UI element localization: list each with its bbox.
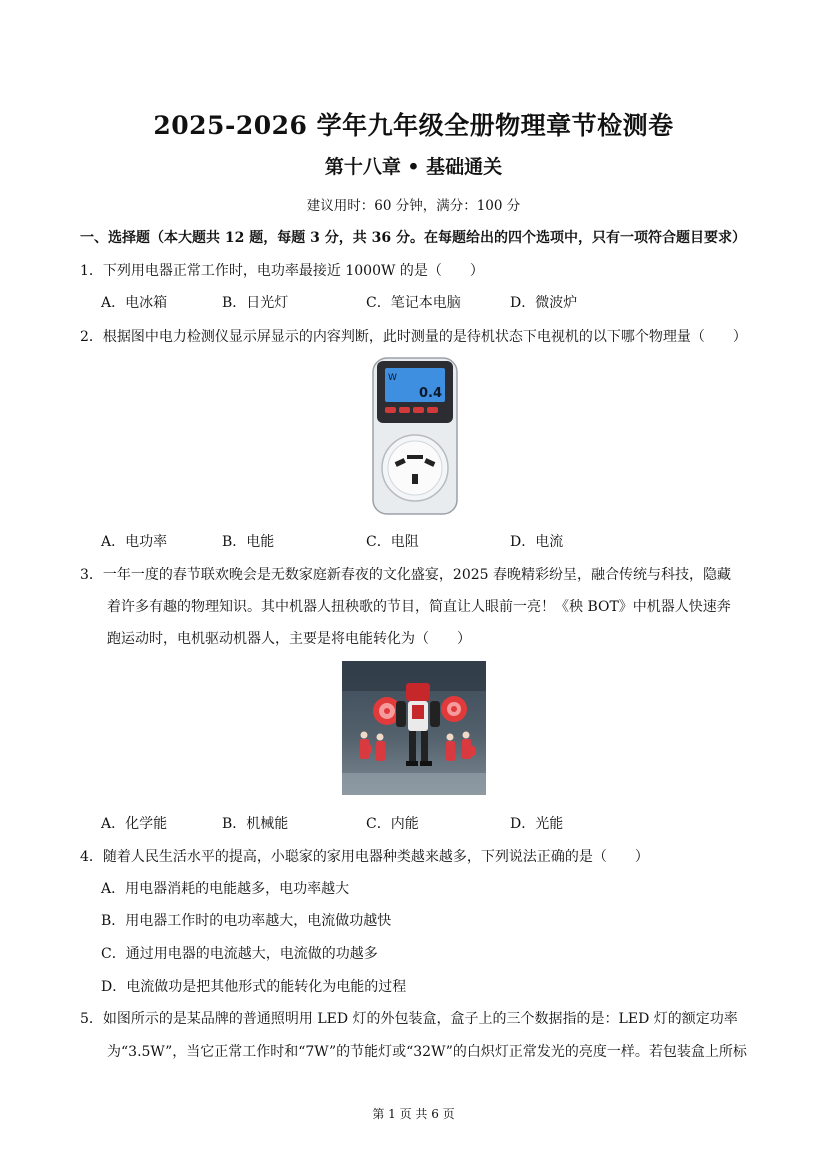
q4-option-c: C．通过用电器的电流越大，电流做的功越多: [101, 946, 378, 962]
q2-option-c: C．电阻: [366, 534, 419, 550]
question-5-line-1: 5．如图所示的是某品牌的普通照明用 LED 灯的外包装盒，盒子上的三个数据指的是：LED 灯的额定功率: [80, 1011, 738, 1027]
meter-reading: 0.4: [419, 386, 443, 401]
meter-button-4: [427, 407, 438, 413]
exam-meta: 建议用时：60 分钟，满分：100 分: [306, 198, 521, 214]
question-4: 4．随着人民生活水平的提高，小聪家的家用电器种类越来越多，下列说法正确的是（ ）: [80, 849, 649, 865]
meter-unit: W: [388, 373, 397, 383]
q3-option-a: A．化学能: [101, 816, 168, 832]
power-meter-figure: [371, 357, 459, 515]
q1-option-a: A．电冰箱: [101, 295, 168, 311]
q1-option-d: D．微波炉: [510, 295, 578, 311]
question-3-line-2: 着许多有趣的物理知识。其中机器人扭秧歌的节目，简直让人眼前一亮！《秧 BOT》中机器人快速奔: [107, 599, 731, 615]
page-title: 2025-2026 学年九年级全册物理章节检测卷: [153, 111, 674, 140]
q3-option-c: C．内能: [366, 816, 419, 832]
q3-option-b: B．机械能: [222, 816, 289, 832]
meter-button-2: [399, 407, 410, 413]
page-footer: 第 1 页 共 6 页: [372, 1107, 455, 1121]
question-5-line-2: 为“3.5W”，当它正常工作时和“7W”的节能灯或“32W”的白炽灯正常发光的亮度一样。若包装盒上所标: [107, 1044, 747, 1060]
question-1: 1．下列用电器正常工作时，电功率最接近 1000W 的是（ ）: [80, 263, 484, 279]
question-3-line-1: 3．一年一度的春节联欢晚会是无数家庭新春夜的文化盛宴，2025 春晚精彩纷呈，融合传统与科技，隐藏: [80, 567, 731, 583]
q4-option-a: A．用电器消耗的电能越多，电功率越大: [101, 881, 350, 897]
question-3-line-3: 跑运动时，电机驱动机器人，主要是将电能转化为（ ）: [107, 631, 471, 647]
q4-option-d: D．电流做功是把其他形式的能转化为电能的过程: [101, 979, 407, 995]
section-heading: 一、选择题（本大题共 12 题，每题 3 分，共 36 分。在每题给出的四个选项中，只有一项符合题目要求）: [80, 230, 746, 246]
q2-option-a: A．电功率: [101, 534, 168, 550]
q2-option-d: D．电流: [510, 534, 564, 550]
q2-option-b: B．电能: [222, 534, 275, 550]
q1-option-c: C．笔记本电脑: [366, 295, 461, 311]
q3-option-d: D．光能: [510, 816, 564, 832]
question-2: 2．根据图中电力检测仪显示屏显示的内容判断，此时测量的是待机状态下电视机的以下哪个物理量（ ）: [80, 329, 747, 345]
robot-dance-figure: [342, 661, 486, 795]
q1-option-b: B．日光灯: [222, 295, 289, 311]
meter-button-3: [413, 407, 424, 413]
q4-option-b: B．用电器工作时的电功率越大，电流做功越快: [101, 913, 392, 929]
meter-button-1: [385, 407, 396, 413]
chapter-subtitle: 第十八章 • 基础通关: [324, 156, 503, 178]
